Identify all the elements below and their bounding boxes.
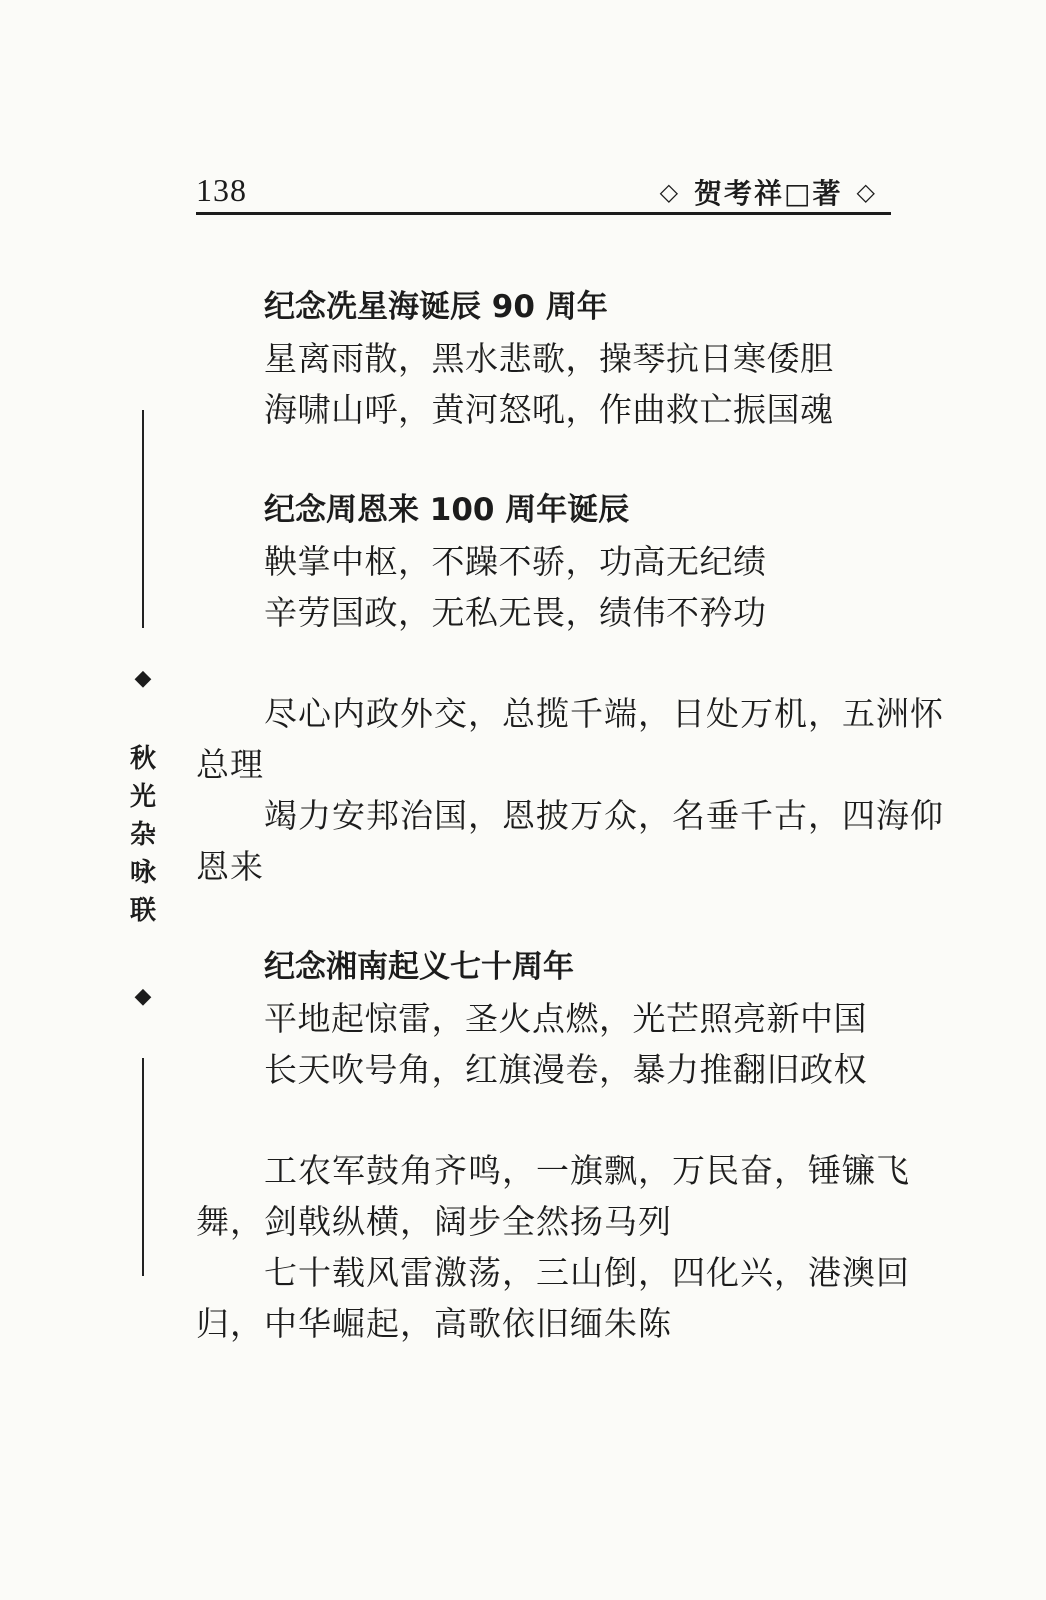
couplet-line: 海啸山呼，黄河怒吼，作曲救亡振国魂 [264, 390, 834, 429]
diamond-outline-icon: ◇ [659, 178, 681, 206]
page-header [196, 170, 891, 214]
section-xiangnan-long [196, 1145, 956, 1349]
couplet-line: 星离雨散，黑水悲歌，操琴抗日寒倭胆 [264, 339, 834, 378]
side-decoration [126, 410, 160, 1280]
section-xian-xinghai [196, 282, 956, 435]
book-title-vertical: 秋光杂咏联 [129, 744, 156, 926]
diamond-filled-icon: ◆ [134, 666, 152, 691]
author-name: 贺考祥 [694, 177, 785, 210]
section-title: 纪念湘南起义七十周年 [264, 949, 574, 985]
couplet-line: 鞅掌中枢，不躁不骄，功高无纪绩 [264, 542, 767, 581]
section-zhou-enlai [196, 485, 956, 638]
page-number: 138 [196, 172, 247, 208]
couplet-line: 长天吹号角，红旗漫卷，暴力推翻旧政权 [264, 1050, 867, 1089]
section-zhou-enlai-long [196, 688, 956, 892]
side-rule-top [142, 410, 144, 628]
page-content [196, 282, 956, 1399]
header-rule [196, 212, 891, 215]
side-rule-bottom [142, 1058, 144, 1276]
header-author [646, 172, 891, 212]
square-separator-icon: □ [784, 177, 813, 210]
couplet-paragraph: 工农军鼓角齐鸣，一旗飘，万民奋，锤镰飞舞，剑戟纵横，阔步全然扬马列 [196, 1151, 910, 1241]
couplet-paragraph: 竭力安邦治国，恩披万众，名垂千古，四海仰恩来 [196, 796, 944, 886]
author-suffix: 著 [812, 177, 843, 210]
section-title: 纪念冼星海诞辰 90 周年 [264, 289, 608, 325]
section-xiangnan-uprising [196, 942, 956, 1095]
couplet-paragraph: 尽心内政外交，总揽千端，日处万机，五洲怀总理 [196, 694, 944, 784]
couplet-line: 平地起惊雷，圣火点燃，光芒照亮新中国 [264, 999, 867, 1038]
couplet-paragraph: 七十载风雷激荡，三山倒，四化兴，港澳回归，中华崛起，高歌依旧缅朱陈 [196, 1253, 910, 1343]
couplet-line: 辛劳国政，无私无畏，绩伟不矜功 [264, 593, 767, 632]
diamond-outline-icon: ◇ [856, 178, 877, 206]
diamond-filled-icon: ◆ [134, 984, 152, 1009]
section-title: 纪念周恩来 100 周年诞辰 [264, 492, 630, 528]
